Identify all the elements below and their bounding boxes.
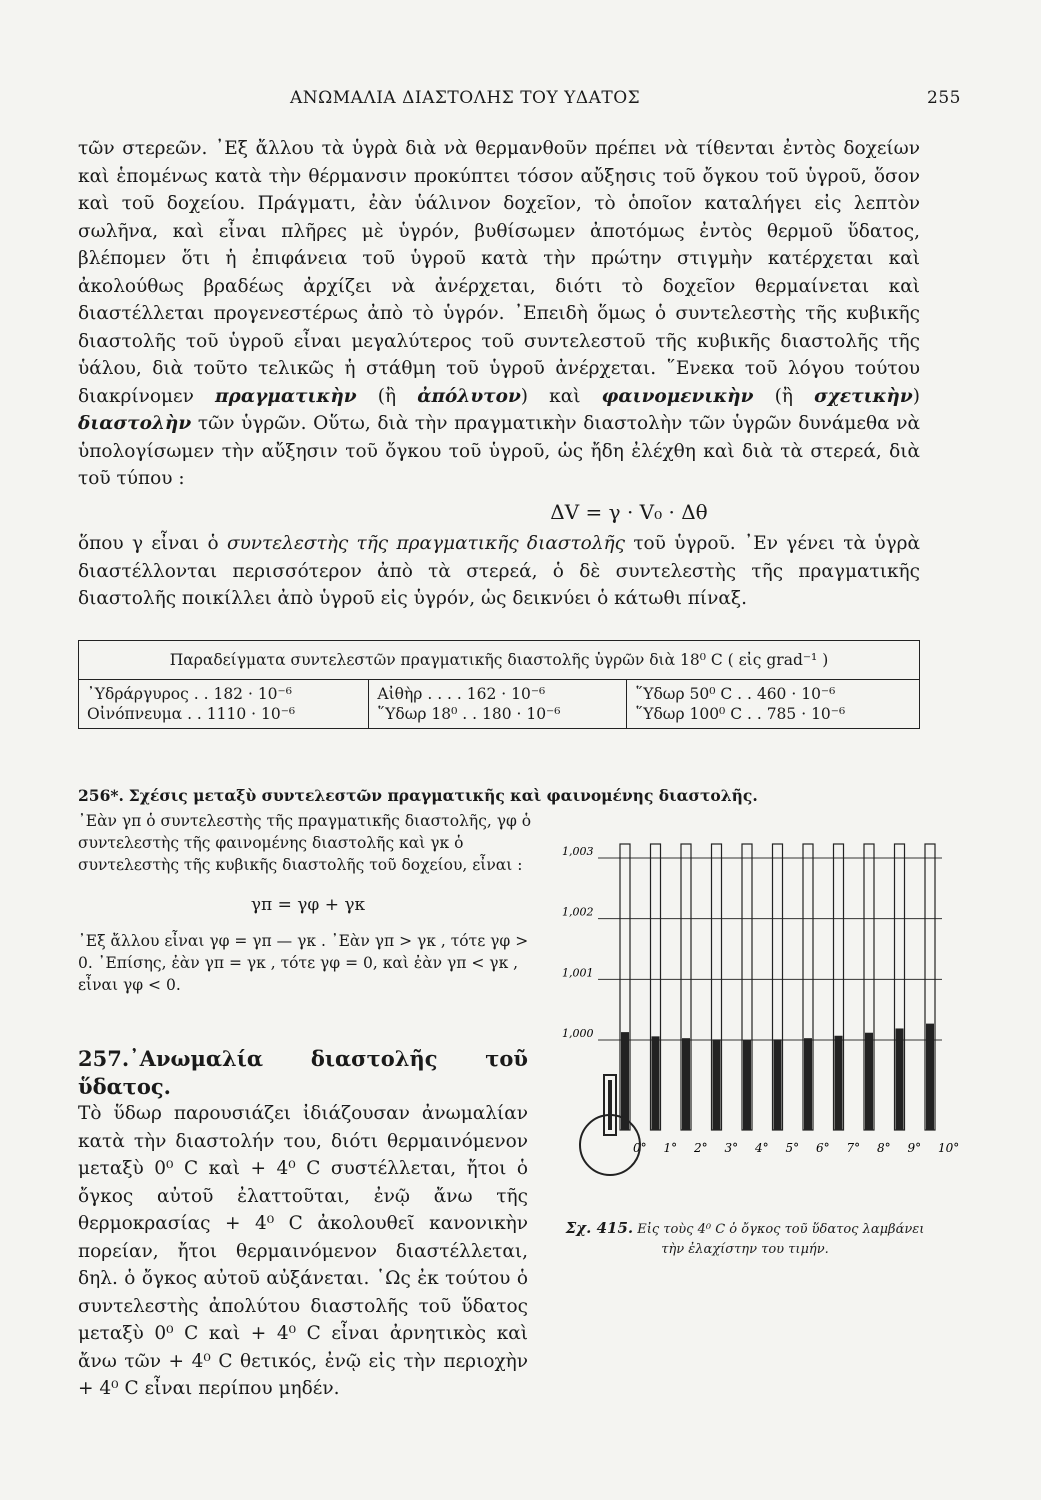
figure-caption-text: Εἰς τοὺς 4⁰ C ὁ ὄγκος τοῦ ὕδατος λαμβάνει τὴν ἐλαχίστην του τιμήν. bbox=[637, 1222, 925, 1257]
x-tick-label: 0° bbox=[633, 1141, 647, 1155]
term-real-coefficient: συντελεστὴς τῆς πραγματικῆς διαστολῆς bbox=[226, 533, 625, 554]
term-real: πραγματικὴν bbox=[214, 385, 357, 407]
water-column bbox=[896, 1028, 904, 1130]
x-tick-label: 2° bbox=[694, 1141, 708, 1155]
flask-icon bbox=[580, 1075, 640, 1175]
water-column bbox=[713, 1039, 721, 1130]
x-tick-label: 9° bbox=[907, 1141, 922, 1155]
term-absolute: ἀπόλυτον bbox=[417, 385, 521, 407]
section-256-number: 256*. bbox=[78, 786, 124, 805]
table-cell: Αἰθὴρ . . . . 162 · 10⁻⁶ ῞Υδωρ 18⁰ . . 180 · 10⁻⁶ bbox=[369, 680, 627, 729]
x-tick-label: 7° bbox=[846, 1141, 861, 1155]
x-tick-label: 10° bbox=[938, 1141, 960, 1155]
formula-volume-expansion: ΔV = γ · V₀ · Δθ bbox=[550, 499, 708, 524]
water-expansion-figure bbox=[540, 830, 960, 1180]
term-expansion: διαστολὴν bbox=[78, 413, 192, 434]
water-column bbox=[865, 1033, 873, 1130]
section-256-text: ᾿Εὰν γπ ὁ συντελεστὴς τῆς πραγματικῆς διαστολῆς, γφ ὁ συντελεστὴς τῆς φαινομένης διαστολῆς καὶ γκ ὁ συντελεστὴς τῆς κυβικῆς διαστολῆς τοῦ δοχείου, εἶναι : γπ = γφ + γκ ᾿Εξ ἄλλου εἶναι γφ = γπ — γκ . ᾿Εὰν γπ > γκ , τότε γφ > 0. ᾿Επίσης, ἐὰν γπ = γκ , τότε γφ = 0, καὶ ἐὰν γπ < γκ , εἶναι γφ < 0. bbox=[78, 810, 538, 996]
table-caption: Παραδείγματα συντελεστῶν πραγματικῆς διαστολῆς ὑγρῶν διὰ 18⁰ C ( εἰς grad⁻¹ ) bbox=[79, 641, 920, 680]
table-row bbox=[79, 680, 920, 729]
header-title: ΑΝΩΜΑΛΙΑ ΔΙΑΣΤΟΛΗΣ ΤΟΥ ΥΔΑΤΟΣ bbox=[290, 88, 641, 108]
figure-label: Σχ. 415. bbox=[565, 1219, 634, 1237]
x-tick-label: 8° bbox=[877, 1141, 891, 1155]
intro-paragraph: τῶν στερεῶν. ᾿Εξ ἄλλου τὰ ὑγρὰ διὰ νὰ θερμανθοῦν πρέπει νὰ τίθενται ἐντὸς δοχείων καὶ ἑπομένως κατὰ τὴν θέρμανσιν προκύπτει τόσον αὔξησις τοῦ ὄγκου τοῦ ὑγροῦ, ὅσον καὶ τοῦ δοχείου. Πράγματι, ἐὰν ὑάλινον δοχεῖον, τὸ ὁποῖον καταλήγει εἰς λεπτὸν σωλῆνα, καὶ εἶναι πλῆρες μὲ ὑγρόν, βυθίσωμεν ἀποτόμως ἐντὸς θερμοῦ ὕδατος, βλέπομεν ὅτι ἡ ἐπιφάνεια τοῦ ὑγροῦ κατὰ τὴν πρώτην στιγμὴν κατέρχεται καὶ ἀκολούθως βραδέως ἀρχίζει νὰ ἀνέρχεται, διότι τὸ δοχεῖον θερμαίνεται καὶ διαστέλλεται προγενεστέρως ἀπὸ τὸ ὑγρόν. ᾿Επειδὴ ὅμως ὁ συντελεστὴς τῆς κυβικῆς διαστολῆς τοῦ ὑγροῦ εἶναι μεγαλύτερος τοῦ συντελεστοῦ τῆς κυβικῆς διαστολῆς τῆς ὑάλου, διὰ τοῦτο τελικῶς ἡ στάθμη τοῦ ὑγροῦ ἀνέρχεται. ῞Ενεκα τοῦ λόγου τούτου διακρίνομεν πραγματικὴν (ἢ ἀπόλυτον) καὶ φαινομενικὴν (ἢ σχετικὴν) διαστολὴν τῶν ὑγρῶν. Οὕτω, διὰ τὴν πραγματικὴν διαστολὴν τῶν ὑγρῶν δυνάμεθα νὰ ὑπολογίσωμεν τὴν αὔξησιν τοῦ ὄγκου τοῦ ὑγροῦ, ὡς ἤδη ἐλέχθη καὶ διὰ τὰ στερεά, διὰ τοῦ τύπου : ΔV = γ · V₀ · Δθ ὅπου γ εἶναι ὁ συντελεστὴς τῆς πραγματικῆς διαστολῆς τοῦ ὑγροῦ. ᾿Εν γένει τὰ ὑγρὰ διαστέλλονται περισσότερον ἀπὸ τὰ στερεά, ὁ δὲ συντελεστὴς τῆς πραγματικῆς διαστολῆς ποικίλλει ἀπὸ ὑγροῦ εἰς ὑγρόν, ὡς δεικνύει ὁ κάτωθι πίναξ. bbox=[78, 138, 921, 609]
x-tick-label: 4° bbox=[755, 1141, 769, 1155]
section-256-heading-line bbox=[78, 785, 920, 807]
table-cell: ῞Υδωρ 50⁰ C . . 460 · 10⁻⁶ ῞Υδωρ 100⁰ C . . 785 · 10⁻⁶ bbox=[627, 680, 920, 729]
y-tick-label: 1,001 bbox=[562, 966, 594, 980]
x-tick-label: 3° bbox=[724, 1141, 739, 1155]
y-tick-label: 1,003 bbox=[562, 845, 594, 858]
table-cell: ᾿Υδράργυρος . . 182 · 10⁻⁶ Οἰνόπνευμα . . 1110 · 10⁻⁶ bbox=[79, 680, 369, 729]
x-tick-label: 5° bbox=[785, 1141, 800, 1155]
figure-caption bbox=[560, 1218, 930, 1260]
water-column bbox=[774, 1039, 782, 1130]
water-column bbox=[621, 1032, 629, 1130]
term-relative: σχετικὴν bbox=[814, 385, 913, 407]
section-256-title: Σχέσις μεταξὺ συντελεστῶν πραγματικῆς καὶ φαινομένης διαστολῆς. bbox=[128, 786, 758, 805]
formula-coefficients: γπ = γφ + γκ bbox=[250, 895, 366, 915]
coefficient-table bbox=[78, 640, 920, 729]
section-257 bbox=[78, 1045, 528, 1403]
water-column bbox=[652, 1036, 660, 1130]
term-apparent: φαινομενικὴν bbox=[601, 385, 754, 407]
water-column bbox=[682, 1038, 690, 1130]
y-tick-label: 1,000 bbox=[562, 1027, 594, 1040]
water-column bbox=[804, 1038, 812, 1130]
section-257-heading: 257.᾿Ανωμαλία διαστολῆς τοῦ ὕδατος. bbox=[78, 1046, 528, 1099]
water-column bbox=[743, 1040, 751, 1130]
page-number: 255 bbox=[927, 88, 961, 108]
x-tick-label: 6° bbox=[816, 1141, 830, 1155]
water-column bbox=[926, 1024, 934, 1130]
water-column bbox=[835, 1036, 843, 1130]
y-tick-label: 1,002 bbox=[562, 905, 594, 919]
section-257-text: Τὸ ὕδωρ παρουσιάζει ἰδιάζουσαν ἀνωμαλίαν κατὰ τὴν διαστολήν του, διότι θερμαινόμενον μεταξὺ 0⁰ C καὶ + 4⁰ C συστέλλεται, ἤτοι ὁ ὄγκος αὐτοῦ ἐλαττοῦται, ἐνῷ ἄνω τῆς θερμοκρασίας + 4⁰ C ἀκολουθεῖ κανονικὴν πορείαν, ἤτοι θερμαινόμενον διαστέλλεται, δηλ. ὁ ὄγκος αὐτοῦ αὐξάνεται. ῾Ως ἐκ τούτου ὁ συντελεστὴς ἀπολύτου διαστολῆς τοῦ ὕδατος μεταξὺ 0⁰ C καὶ + 4⁰ C εἶναι ἀρνητικὸς καὶ ἄνω τῶν + 4⁰ C θετικός, ἐνῷ εἰς τὴν περιοχὴν + 4⁰ C εἶναι περίπου μηδέν. bbox=[78, 1103, 528, 1399]
x-tick-label: 1° bbox=[663, 1141, 678, 1155]
